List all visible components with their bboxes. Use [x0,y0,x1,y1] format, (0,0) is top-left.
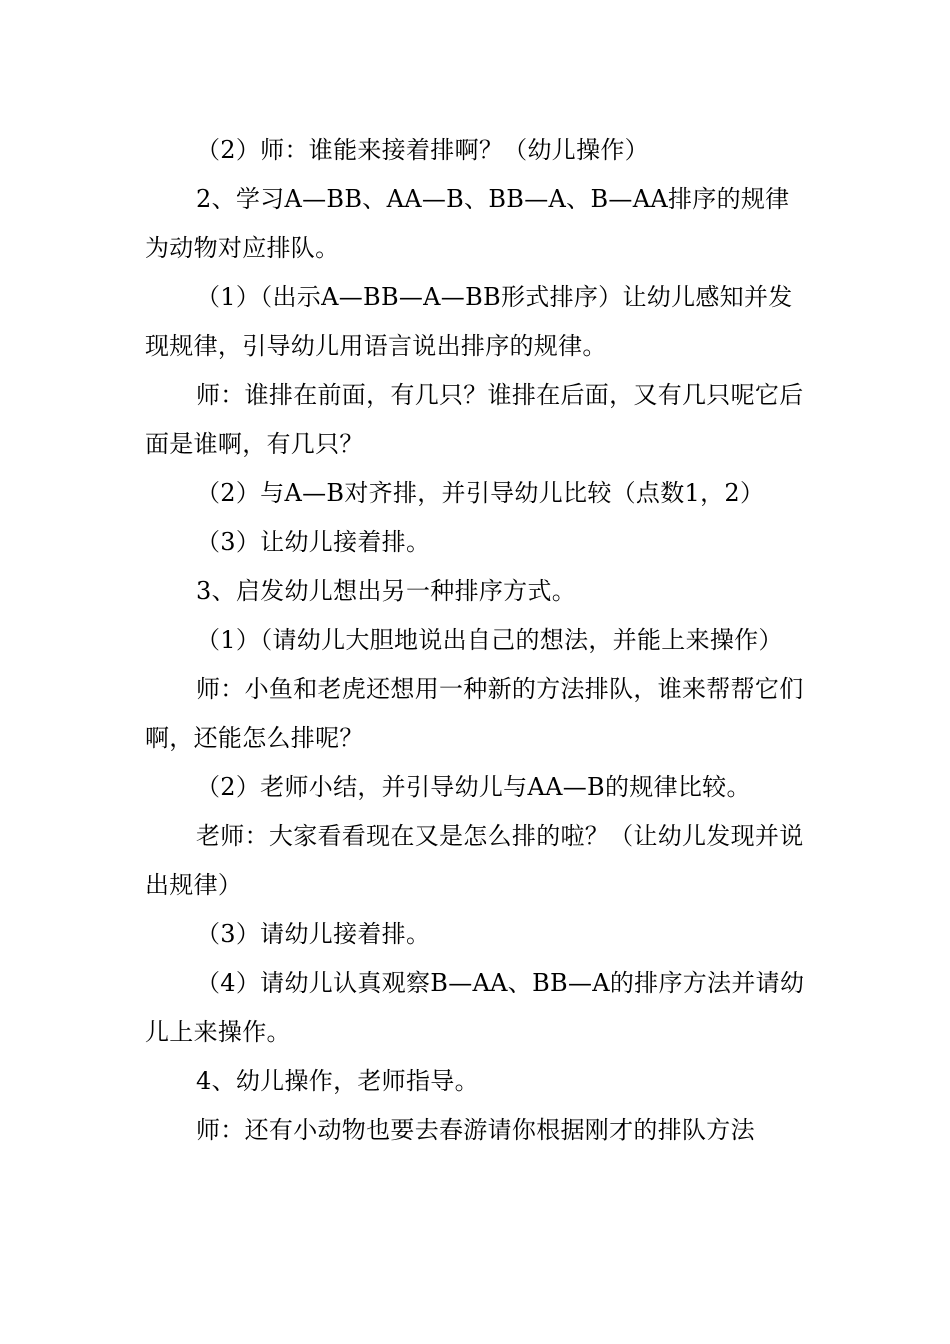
paragraph: （4）请幼儿认真观察B—AA、BB—A的排序方法并请幼儿上来操作。 [145,969,805,1046]
paragraph: （3）让幼儿接着排。 [196,528,431,556]
paragraph: （2）老师小结，并引导幼儿与AA—B的规律比较。 [196,773,751,801]
paragraph: （1）（出示A—BB—A—BB形式排序）让幼儿感知并发现规律，引导幼儿用语言说出排序的规律。 [145,283,793,360]
paragraph: 2、学习A—BB、AA—B、BB—A、B—AA排序的规律为动物对应排队。 [145,185,790,262]
paragraph: 3、启发幼儿想出另一种排序方式。 [196,577,577,605]
paragraph: （2）与A—B对齐排，并引导幼儿比较（点数1，2） [196,479,765,507]
paragraph: 师：小鱼和老虎还想用一种新的方法排队，谁来帮帮它们啊，还能怎么排呢？ [145,675,804,752]
paragraph: 老师：大家看看现在又是怎么排的啦？（让幼儿发现并说出规律） [145,822,804,899]
paragraph: 师：还有小动物也要去春游请你根据刚才的排队方法 [196,1116,755,1144]
paragraph: （2）师：谁能来接着排啊？（幼儿操作） [196,136,649,164]
document-body [145,126,807,1155]
paragraph: （1）（请幼儿大胆地说出自己的想法，并能上来操作） [196,626,783,654]
paragraph: 师：谁排在前面，有几只？谁排在后面，又有几只呢它后面是谁啊，有几只？ [145,381,804,458]
paragraph: 4、幼儿操作，老师指导。 [196,1067,479,1095]
paragraph: （3）请幼儿接着排。 [196,920,431,948]
